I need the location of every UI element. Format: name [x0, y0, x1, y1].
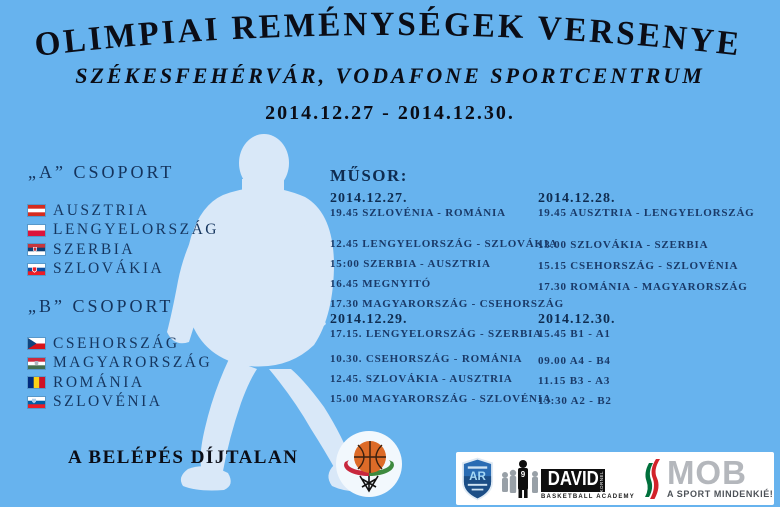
program-row: 15.45 B1 - A1: [538, 328, 611, 340]
basketball-players-icon: [499, 458, 541, 500]
list-item: [28, 334, 212, 354]
group-b-team-list: [28, 334, 212, 412]
program-block-dec28: [538, 191, 763, 293]
list-item: [28, 221, 219, 241]
flag-serbia-icon: [28, 244, 45, 255]
flag-slovenia-icon: [28, 397, 45, 408]
david-wordmark: DAVID: [547, 468, 599, 490]
poster-title-arc: [0, 2, 780, 66]
list-item: [28, 201, 219, 221]
team-label: ROMÁNIA: [53, 373, 145, 391]
program-block-dec30: [538, 312, 763, 407]
group-a-team-list: [28, 201, 219, 279]
program-row: 19.45 SZLOVÉNIA - ROMÁNIA: [330, 207, 506, 219]
flag-poland-icon: [28, 225, 45, 236]
flag-czech-republic-icon: [28, 338, 45, 349]
list-item: [28, 373, 212, 393]
team-label: AUSZTRIA: [53, 201, 150, 219]
jersey-number: 9: [520, 469, 526, 479]
program-row: 15:00 SZERBIA - AUSZTRIA: [330, 258, 491, 270]
basketball-federation-icon: [336, 431, 402, 497]
team-label: SZERBIA: [53, 240, 136, 258]
program-date: 2014.12.27.: [330, 191, 408, 206]
david-vertical-label: KORNEL: [599, 470, 604, 493]
program-row: 13:30 A2 - B2: [538, 395, 612, 407]
program-row: 16.45 MEGNYITÓ: [330, 278, 432, 290]
team-label: CSEHORSZÁG: [53, 334, 180, 352]
ar-club-badge-icon: [461, 456, 494, 502]
program-row: 12.45. SZLOVÁKIA - AUSZTRIA: [330, 373, 513, 385]
group-a-title: „A” CSOPORT: [28, 162, 175, 182]
program-row: 19.45 AUSZTRIA - LENGYELORSZÁG: [538, 207, 755, 219]
program-row: 17.15. LENGYELORSZÁG - SZERBIA: [330, 328, 542, 340]
team-label: SZLOVÉNIA: [53, 393, 163, 411]
flag-slovakia-icon: [28, 264, 45, 275]
program-row: 17.30 MAGYARORSZÁG - CSEHORSZÁG: [330, 298, 565, 310]
page-title: OLIMPIAI REMÉNYSÉGEK VERSENYE: [32, 5, 745, 64]
group-b-title: „B” CSOPORT: [28, 296, 174, 316]
list-item: [28, 260, 219, 280]
mob-logo: [666, 454, 774, 499]
program-date: 2014.12.28.: [538, 191, 616, 206]
sponsor-banner: [456, 452, 774, 505]
list-item: [28, 240, 219, 260]
david-academy-logo: [499, 458, 635, 500]
program-row: 15.15 CSEHORSZÁG - SZLOVÉNIA: [538, 260, 739, 272]
program-block-dec27: [330, 191, 565, 310]
group-a-section: [28, 162, 308, 278]
program-row: 09.00 A4 - B4: [538, 355, 611, 367]
program-date: 2014.12.29.: [330, 312, 408, 327]
program-row: 13.00 SZLOVÁKIA - SZERBIA: [538, 239, 709, 251]
hungarian-ribbon-icon: [642, 458, 662, 500]
team-label: LENGYELORSZÁG: [53, 221, 219, 239]
team-label: SZLOVÁKIA: [53, 260, 165, 278]
program-row: 12.45 LENGYELORSZÁG - SZLOVÁKIA: [330, 238, 558, 250]
program-row: 15.00 MAGYARORSZÁG - SZLOVÉNIA: [330, 393, 552, 405]
list-item: [28, 354, 212, 374]
list-item: [28, 393, 212, 413]
program-heading: MŰSOR:: [330, 166, 408, 185]
program-row: 11.15 B3 - A3: [538, 375, 611, 387]
venue-subtitle: SZÉKESFEHÉRVÁR, VODAFONE SPORTCENTRUM: [75, 63, 705, 88]
flag-hungary-icon: [28, 358, 45, 369]
flag-austria-icon: [28, 205, 45, 216]
event-date-range: 2014.12.27 - 2014.12.30.: [265, 102, 515, 124]
david-academy-caption: BASKETBALL ACADEMY: [541, 493, 635, 500]
flag-romania-icon: [28, 377, 45, 388]
group-b-section: [28, 296, 308, 411]
program-block-dec29: [330, 312, 555, 405]
ar-badge-text: AR: [469, 469, 486, 483]
mob-wordmark: MOB: [666, 454, 747, 491]
mob-tagline: A SPORT MINDENKIÉ!: [666, 489, 774, 499]
program-date: 2014.12.30.: [538, 312, 616, 327]
team-label: MAGYARORSZÁG: [53, 354, 213, 372]
program-row: 17.30 ROMÁNIA - MAGYARORSZÁG: [538, 281, 748, 293]
david-wordmark-box: [541, 469, 605, 492]
free-entry-note: A BELÉPÉS DÍJTALAN: [68, 447, 299, 468]
program-row: 10.30. CSEHORSZÁG - ROMÁNIA: [330, 353, 523, 365]
